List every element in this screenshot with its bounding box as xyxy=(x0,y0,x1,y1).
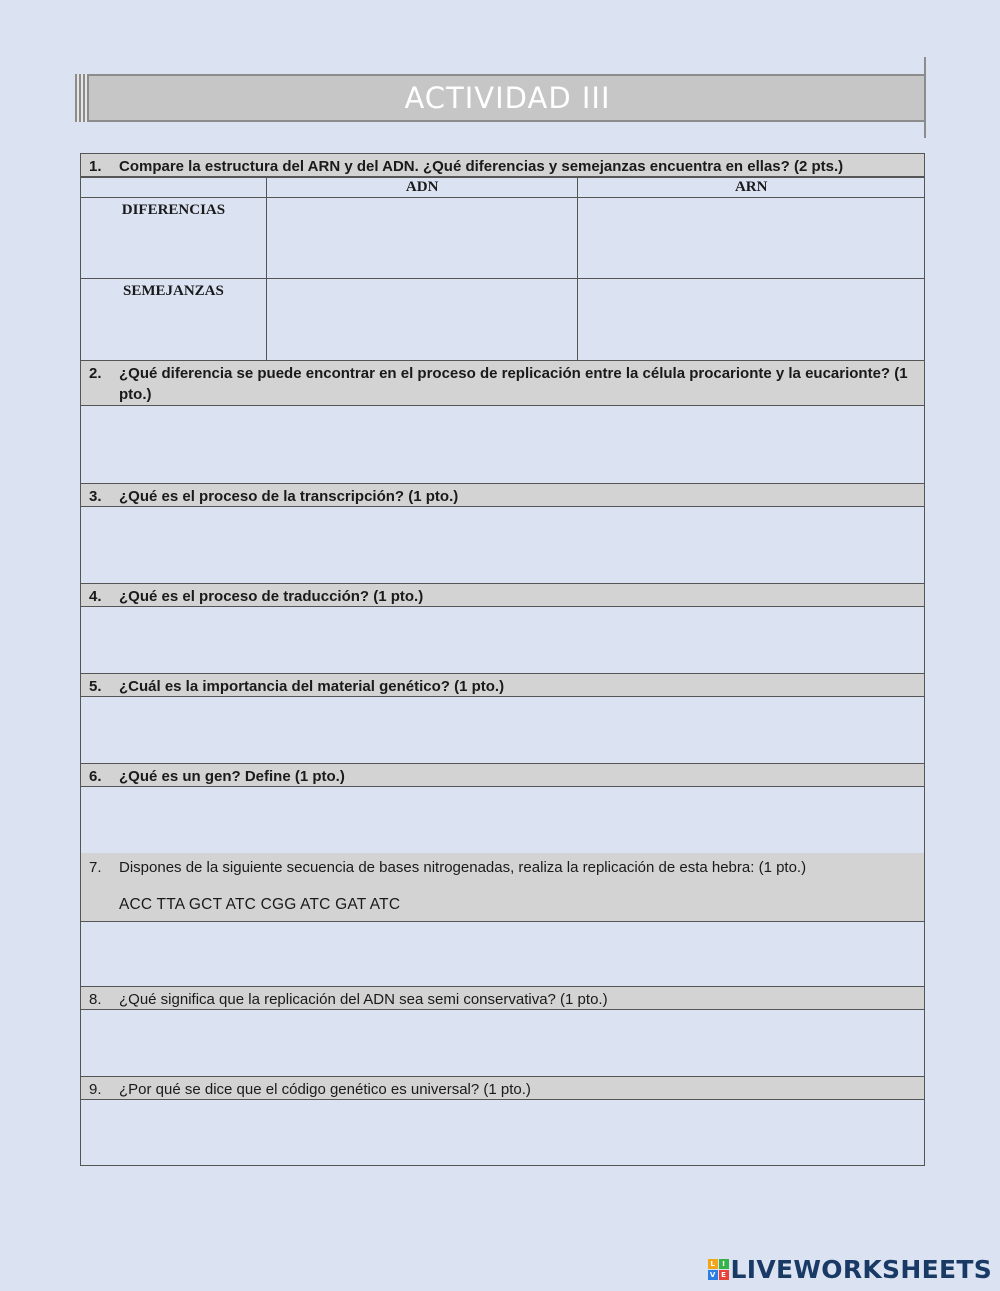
row-label-semejanzas: SEMEJANZAS xyxy=(81,279,267,361)
answer-cell-adn-diferencias[interactable] xyxy=(266,198,578,279)
question-2-header xyxy=(80,361,925,406)
activity-title-banner xyxy=(75,57,926,138)
base-sequence: ACC TTA GCT ATC CGG ATC GAT ATC xyxy=(119,896,401,913)
title-bar xyxy=(89,74,926,122)
logo-mark-icon xyxy=(708,1259,729,1280)
liveworksheets-logo[interactable] xyxy=(708,1255,992,1284)
question-1-header xyxy=(80,153,925,177)
logo-mark-letter: I xyxy=(719,1259,729,1269)
question-text: ¿Por qué se dice que el código genético es universal? (1 pto.) xyxy=(119,1081,531,1098)
question-5-header xyxy=(80,674,925,697)
question-number: 5. xyxy=(89,678,102,695)
question-8-header xyxy=(80,987,925,1010)
question-7-header xyxy=(80,853,925,921)
answer-box-5[interactable] xyxy=(80,697,925,764)
answer-box-7[interactable] xyxy=(80,921,925,987)
comparison-table xyxy=(80,177,925,361)
question-text: ¿Qué diferencia se puede encontrar en el proceso de replicación entre la célula procarionte y la eucarionte? (1 pto.) xyxy=(119,365,908,403)
row-label-diferencias: DIFERENCIAS xyxy=(81,198,267,279)
answer-box-4[interactable] xyxy=(80,607,925,674)
worksheet xyxy=(80,153,925,1166)
question-text: Compare la estructura del ARN y del ADN. ¿Qué diferencias y semejanzas encuentra en ellas? (2 pts.) xyxy=(119,158,844,175)
answer-box-6[interactable] xyxy=(80,787,925,853)
title-edge-decoration xyxy=(75,74,89,122)
question-text: ¿Qué es el proceso de la transcripción? (1 pto.) xyxy=(119,488,459,505)
table-corner-cell xyxy=(81,178,267,198)
answer-cell-arn-semejanzas[interactable] xyxy=(578,279,925,361)
question-number: 2. xyxy=(89,365,102,382)
column-header-adn: ADN xyxy=(266,178,578,198)
question-text: ¿Qué significa que la replicación del ADN sea semi conservativa? (1 pto.) xyxy=(119,991,608,1008)
logo-mark-letter: L xyxy=(708,1259,718,1269)
answer-box-8[interactable] xyxy=(80,1010,925,1077)
question-number: 4. xyxy=(89,588,102,605)
column-header-arn: ARN xyxy=(578,178,925,198)
question-number: 3. xyxy=(89,488,102,505)
page-title: ACTIVIDAD III xyxy=(404,81,611,115)
question-number: 9. xyxy=(89,1081,102,1098)
question-number: 7. xyxy=(89,859,102,876)
question-text: ¿Qué es el proceso de traducción? (1 pto.) xyxy=(119,588,424,605)
answer-box-9[interactable] xyxy=(80,1100,925,1166)
logo-text: LIVEWORKSHEETS xyxy=(730,1255,992,1284)
question-6-header xyxy=(80,764,925,787)
question-4-header xyxy=(80,584,925,607)
question-3-header xyxy=(80,484,925,507)
answer-box-3[interactable] xyxy=(80,507,925,584)
answer-cell-arn-diferencias[interactable] xyxy=(578,198,925,279)
question-number: 8. xyxy=(89,991,102,1008)
question-text: ¿Cuál es la importancia del material genético? (1 pto.) xyxy=(119,678,505,695)
question-text: Dispones de la siguiente secuencia de bases nitrogenadas, realiza la replicación de esta hebra: (1 pto.) xyxy=(119,859,807,876)
answer-cell-adn-semejanzas[interactable] xyxy=(266,279,578,361)
question-text: ¿Qué es un gen? Define (1 pto.) xyxy=(119,768,345,785)
answer-box-2[interactable] xyxy=(80,406,925,484)
logo-mark-letter: V xyxy=(708,1270,718,1280)
title-edge-line xyxy=(924,57,926,138)
question-9-header xyxy=(80,1077,925,1100)
logo-mark-letter: E xyxy=(719,1270,729,1280)
question-number: 1. xyxy=(89,158,102,175)
question-number: 6. xyxy=(89,768,102,785)
